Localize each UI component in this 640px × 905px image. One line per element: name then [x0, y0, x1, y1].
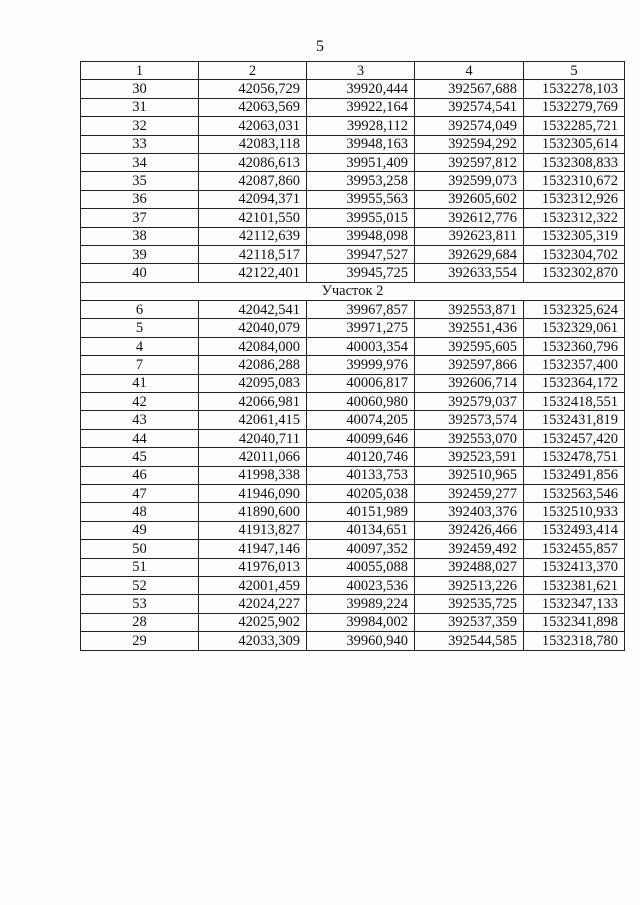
- coordinate-cell: 1532493,414: [524, 521, 625, 539]
- section-row: [81, 282, 625, 300]
- coordinate-cell: 1532455,857: [524, 540, 625, 558]
- coordinate-cell: 39928,112: [307, 117, 415, 135]
- coordinate-cell: 42063,569: [199, 98, 307, 116]
- coordinate-cell: 1532563,546: [524, 484, 625, 502]
- point-number-cell: 41: [81, 374, 199, 392]
- point-number-cell: 51: [81, 558, 199, 576]
- coordinate-cell: 392573,574: [415, 411, 524, 429]
- table-row: [81, 540, 625, 558]
- point-number-cell: 39: [81, 245, 199, 263]
- point-number-cell: 47: [81, 484, 199, 502]
- table-row: [81, 411, 625, 429]
- table-row: [81, 209, 625, 227]
- coordinate-cell: 39953,258: [307, 172, 415, 190]
- coordinate-cell: 39967,857: [307, 301, 415, 319]
- coordinate-cell: 1532302,870: [524, 264, 625, 282]
- table-row: [81, 374, 625, 392]
- coordinate-cell: 1532413,370: [524, 558, 625, 576]
- coordinate-cell: 1532347,133: [524, 595, 625, 613]
- table-row: [81, 632, 625, 650]
- table-row: [81, 393, 625, 411]
- point-number-cell: 43: [81, 411, 199, 429]
- coordinate-cell: 1532431,819: [524, 411, 625, 429]
- coordinate-cell: 39948,098: [307, 227, 415, 245]
- point-number-cell: 5: [81, 319, 199, 337]
- coordinate-cell: 392595,605: [415, 337, 524, 355]
- point-number-cell: 36: [81, 190, 199, 208]
- coordinate-cell: 392599,073: [415, 172, 524, 190]
- coordinate-cell: 42061,415: [199, 411, 307, 429]
- section-title: Участок 2: [81, 282, 625, 300]
- point-number-cell: 6: [81, 301, 199, 319]
- coordinate-cell: 392594,292: [415, 135, 524, 153]
- table-row: [81, 135, 625, 153]
- coordinate-cell: 42001,459: [199, 576, 307, 594]
- coordinate-cell: 42094,371: [199, 190, 307, 208]
- coordinate-cell: 42056,729: [199, 80, 307, 98]
- coordinate-cell: 39960,940: [307, 632, 415, 650]
- table-row: [81, 558, 625, 576]
- coordinate-cell: 392510,965: [415, 466, 524, 484]
- coordinate-cell: 39989,224: [307, 595, 415, 613]
- coordinate-cell: 39955,015: [307, 209, 415, 227]
- coordinate-cell: 41946,090: [199, 484, 307, 502]
- table-row: [81, 301, 625, 319]
- point-number-cell: 40: [81, 264, 199, 282]
- coordinate-cell: 42033,309: [199, 632, 307, 650]
- point-number-cell: 49: [81, 521, 199, 539]
- coordinate-cell: 1532510,933: [524, 503, 625, 521]
- point-number-cell: 30: [81, 80, 199, 98]
- coordinate-cell: 41890,600: [199, 503, 307, 521]
- coordinate-cell: 1532478,751: [524, 448, 625, 466]
- column-header: 5: [524, 62, 625, 80]
- coordinate-cell: 1532310,672: [524, 172, 625, 190]
- point-number-cell: 42: [81, 393, 199, 411]
- coordinate-cell: 40074,205: [307, 411, 415, 429]
- coordinate-cell: 1532285,721: [524, 117, 625, 135]
- table-row: [81, 466, 625, 484]
- coordinate-cell: 42086,613: [199, 153, 307, 171]
- coordinate-cell: 42066,981: [199, 393, 307, 411]
- coordinate-cell: 392523,591: [415, 448, 524, 466]
- coordinate-cell: 392597,812: [415, 153, 524, 171]
- coordinate-cell: 39999,976: [307, 356, 415, 374]
- coordinate-cell: 42086,288: [199, 356, 307, 374]
- coordinate-cell: 42122,401: [199, 264, 307, 282]
- coordinates-table: [80, 61, 625, 651]
- table-row: [81, 484, 625, 502]
- coordinate-cell: 42101,550: [199, 209, 307, 227]
- coordinate-cell: 41998,338: [199, 466, 307, 484]
- coordinate-cell: 392606,714: [415, 374, 524, 392]
- coordinate-cell: 41976,013: [199, 558, 307, 576]
- coordinate-cell: 392551,436: [415, 319, 524, 337]
- table-row: [81, 264, 625, 282]
- table-row: [81, 613, 625, 631]
- column-header: 1: [81, 62, 199, 80]
- table-row: [81, 227, 625, 245]
- coordinate-cell: 40120,746: [307, 448, 415, 466]
- coordinate-cell: 1532360,796: [524, 337, 625, 355]
- coordinate-cell: 392553,871: [415, 301, 524, 319]
- point-number-cell: 53: [81, 595, 199, 613]
- coordinate-cell: 39922,164: [307, 98, 415, 116]
- coordinate-cell: 392488,027: [415, 558, 524, 576]
- coordinate-cell: 392574,541: [415, 98, 524, 116]
- coordinate-cell: 392623,811: [415, 227, 524, 245]
- point-number-cell: 52: [81, 576, 199, 594]
- coordinate-cell: 40099,646: [307, 429, 415, 447]
- table-body: [81, 80, 625, 650]
- coordinate-cell: 42042,541: [199, 301, 307, 319]
- coordinate-cell: 40006,817: [307, 374, 415, 392]
- coordinate-cell: 392513,226: [415, 576, 524, 594]
- coordinate-cell: 42083,118: [199, 135, 307, 153]
- coordinate-cell: 39984,002: [307, 613, 415, 631]
- coordinate-cell: 392426,466: [415, 521, 524, 539]
- coordinate-cell: 1532308,833: [524, 153, 625, 171]
- coordinate-cell: 1532457,420: [524, 429, 625, 447]
- coordinate-cell: 39945,725: [307, 264, 415, 282]
- coordinate-cell: 392459,277: [415, 484, 524, 502]
- point-number-cell: 4: [81, 337, 199, 355]
- coordinate-cell: 1532381,621: [524, 576, 625, 594]
- table-row: [81, 503, 625, 521]
- point-number-cell: 35: [81, 172, 199, 190]
- table-row: [81, 595, 625, 613]
- coordinate-cell: 39920,444: [307, 80, 415, 98]
- coordinate-cell: 42084,000: [199, 337, 307, 355]
- coordinate-cell: 42118,517: [199, 245, 307, 263]
- coordinate-cell: 40134,651: [307, 521, 415, 539]
- table-row: [81, 190, 625, 208]
- coordinate-cell: 42011,066: [199, 448, 307, 466]
- point-number-cell: 32: [81, 117, 199, 135]
- table-row: [81, 429, 625, 447]
- coordinate-cell: 41913,827: [199, 521, 307, 539]
- coordinate-cell: 392403,376: [415, 503, 524, 521]
- coordinate-cell: 42063,031: [199, 117, 307, 135]
- coordinate-cell: 1532491,856: [524, 466, 625, 484]
- coordinate-cell: 42112,639: [199, 227, 307, 245]
- coordinate-cell: 1532305,614: [524, 135, 625, 153]
- table-row: [81, 153, 625, 171]
- coordinate-cell: 1532278,103: [524, 80, 625, 98]
- coordinate-cell: 1532312,926: [524, 190, 625, 208]
- coordinate-cell: 1532312,322: [524, 209, 625, 227]
- point-number-cell: 31: [81, 98, 199, 116]
- point-number-cell: 28: [81, 613, 199, 631]
- point-number-cell: 44: [81, 429, 199, 447]
- coordinate-cell: 40151,989: [307, 503, 415, 521]
- point-number-cell: 29: [81, 632, 199, 650]
- coordinate-cell: 39955,563: [307, 190, 415, 208]
- point-number-cell: 34: [81, 153, 199, 171]
- coordinate-cell: 1532418,551: [524, 393, 625, 411]
- coordinate-cell: 1532305,319: [524, 227, 625, 245]
- coordinate-cell: 1532325,624: [524, 301, 625, 319]
- coordinate-cell: 392597,866: [415, 356, 524, 374]
- point-number-cell: 46: [81, 466, 199, 484]
- coordinate-cell: 1532341,898: [524, 613, 625, 631]
- coordinate-cell: 40205,038: [307, 484, 415, 502]
- coordinate-cell: 392535,725: [415, 595, 524, 613]
- coordinate-cell: 39971,275: [307, 319, 415, 337]
- table-row: [81, 521, 625, 539]
- page-number: 5: [316, 38, 324, 55]
- coordinate-cell: 392629,684: [415, 245, 524, 263]
- table-row: [81, 172, 625, 190]
- coordinate-cell: 392633,554: [415, 264, 524, 282]
- table-row: [81, 117, 625, 135]
- coordinate-cell: 40055,088: [307, 558, 415, 576]
- column-header: 4: [415, 62, 524, 80]
- table-row: [81, 576, 625, 594]
- table-row: [81, 448, 625, 466]
- point-number-cell: 33: [81, 135, 199, 153]
- table-row: [81, 80, 625, 98]
- table-row: [81, 98, 625, 116]
- coordinate-cell: 1532304,702: [524, 245, 625, 263]
- coordinate-cell: 40023,536: [307, 576, 415, 594]
- table-row: [81, 337, 625, 355]
- coordinate-cell: 392612,776: [415, 209, 524, 227]
- table-row: [81, 356, 625, 374]
- coordinate-cell: 42040,079: [199, 319, 307, 337]
- coordinate-cell: 392537,359: [415, 613, 524, 631]
- coordinate-cell: 40060,980: [307, 393, 415, 411]
- coordinate-cell: 42095,083: [199, 374, 307, 392]
- point-number-cell: 7: [81, 356, 199, 374]
- coordinate-cell: 1532329,061: [524, 319, 625, 337]
- coordinate-cell: 40133,753: [307, 466, 415, 484]
- coordinate-cell: 392574,049: [415, 117, 524, 135]
- coordinate-cell: 392459,492: [415, 540, 524, 558]
- coordinate-cell: 41947,146: [199, 540, 307, 558]
- coordinate-cell: 39948,163: [307, 135, 415, 153]
- point-number-cell: 38: [81, 227, 199, 245]
- point-number-cell: 50: [81, 540, 199, 558]
- coordinate-cell: 1532357,400: [524, 356, 625, 374]
- column-header: 3: [307, 62, 415, 80]
- coordinate-cell: 39947,527: [307, 245, 415, 263]
- column-header: 2: [199, 62, 307, 80]
- table-header-row: [81, 62, 625, 80]
- coordinate-cell: 392605,602: [415, 190, 524, 208]
- coordinate-cell: 392544,585: [415, 632, 524, 650]
- coordinate-cell: 392567,688: [415, 80, 524, 98]
- coordinate-cell: 42024,227: [199, 595, 307, 613]
- coordinate-cell: 40003,354: [307, 337, 415, 355]
- point-number-cell: 48: [81, 503, 199, 521]
- coordinate-cell: 39951,409: [307, 153, 415, 171]
- coordinate-cell: 1532279,769: [524, 98, 625, 116]
- coordinate-cell: 1532364,172: [524, 374, 625, 392]
- coordinate-cell: 42087,860: [199, 172, 307, 190]
- point-number-cell: 45: [81, 448, 199, 466]
- coordinate-cell: 392553,070: [415, 429, 524, 447]
- table-row: [81, 245, 625, 263]
- table-row: [81, 319, 625, 337]
- coordinate-cell: 1532318,780: [524, 632, 625, 650]
- coordinate-cell: 40097,352: [307, 540, 415, 558]
- coordinate-cell: 392579,037: [415, 393, 524, 411]
- coordinate-cell: 42025,902: [199, 613, 307, 631]
- point-number-cell: 37: [81, 209, 199, 227]
- coordinate-cell: 42040,711: [199, 429, 307, 447]
